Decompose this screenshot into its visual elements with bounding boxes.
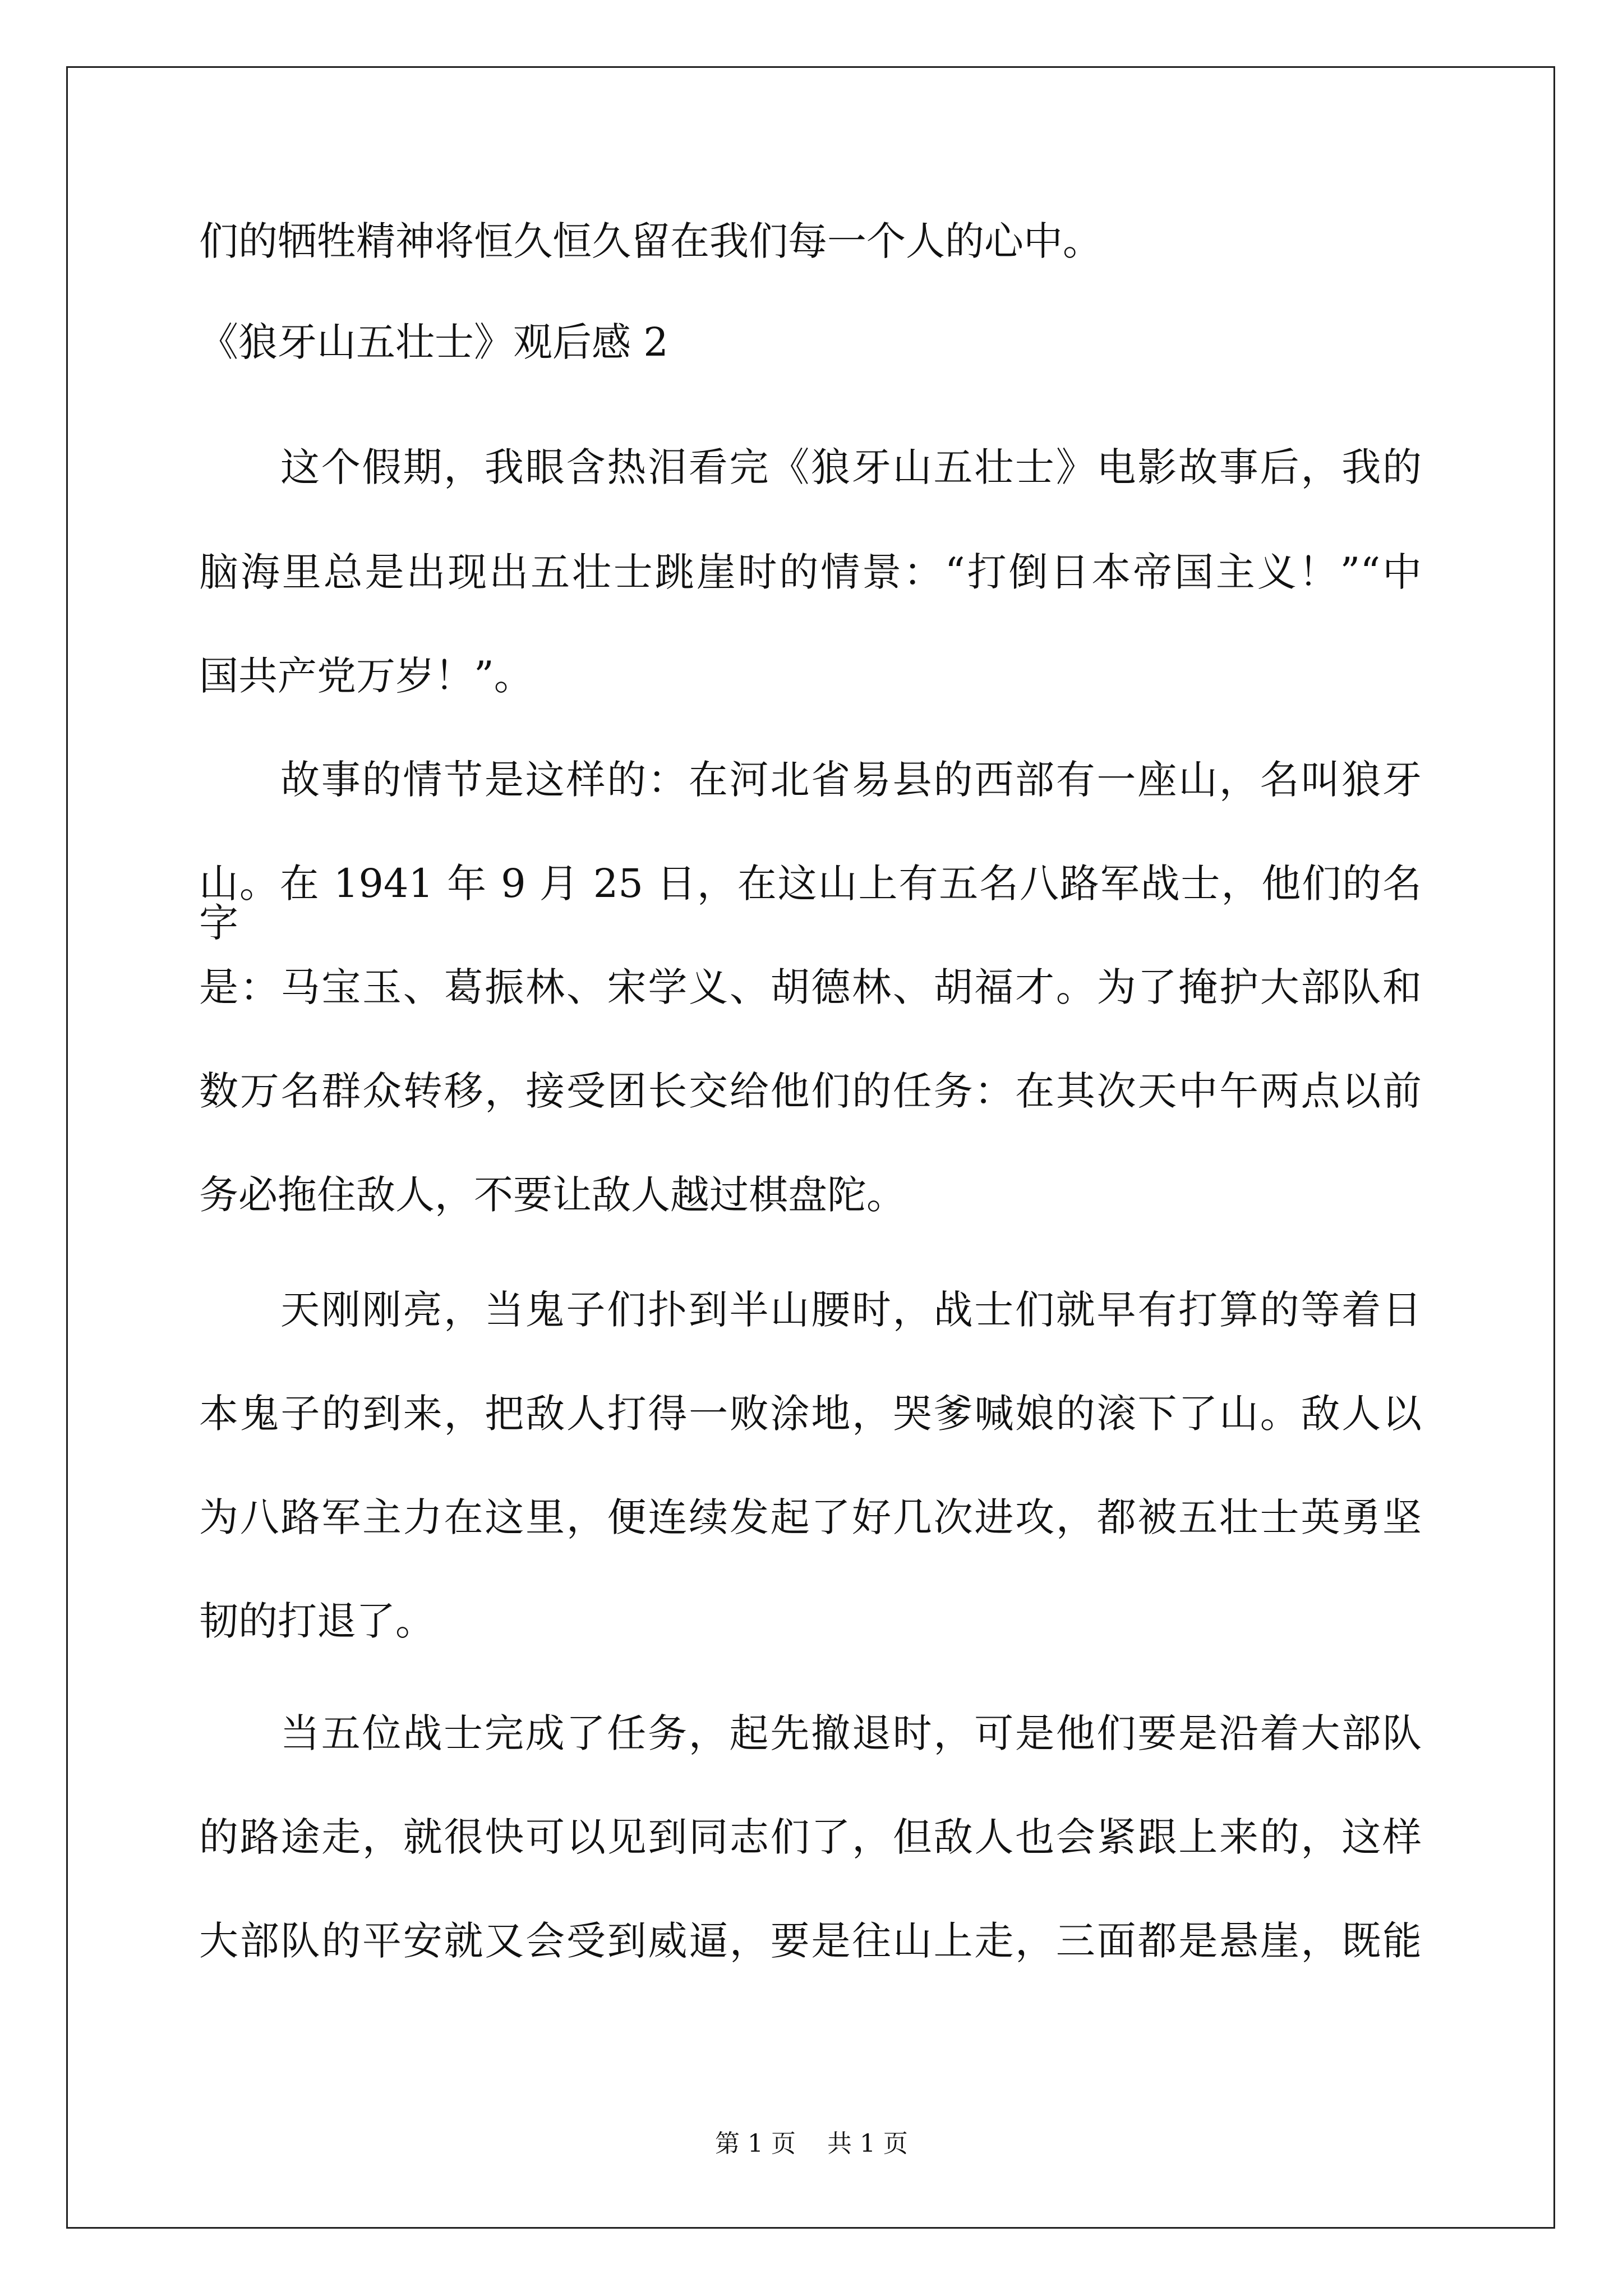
text-line-10: 务必拖住敌人，不要让敌人越过棋盘陀。 (199, 1172, 906, 1218)
text-line-9: 数万名群众转移，接受团长交给他们的任务：在其次天中午两点以前 (199, 1068, 1422, 1114)
text-line-17: 大部队的平安就又会受到威逼，要是往山上走，三面都是悬崖，既能 (199, 1918, 1422, 1964)
text-line-13: 为八路军主力在这里，便连续发起了好几次进攻，都被五壮士英勇坚 (199, 1494, 1422, 1540)
text-line-6: 故事的情节是这样的：在河北省易县的西部有一座山，名叫狼牙 (280, 757, 1422, 803)
text-line-3: 这个假期，我眼含热泪看完《狼牙山五壮士》电影故事后，我的 (280, 444, 1422, 490)
text-line-16: 的路途走，就很快可以见到同志们了，但敌人也会紧跟上来的，这样 (199, 1814, 1422, 1860)
section-heading: 《狼牙山五壮士》观后感 2 (199, 319, 668, 365)
text-line-12: 本鬼子的到来，把敌人打得一败涂地，哭爹喊娘的滚下了山。敌人以 (199, 1391, 1422, 1437)
text-line-11: 天刚刚亮，当鬼子们扑到半山腰时，战士们就早有打算的等着日 (280, 1287, 1422, 1333)
text-line-8: 是：马宝玉、葛振林、宋学义、胡德林、胡福才。为了掩护大部队和 (199, 964, 1422, 1010)
text-line-4: 脑海里总是出现出五壮士跳崖时的情景：“打倒日本帝国主义！”“中 (199, 549, 1422, 595)
text-line-5: 国共产党万岁！”。 (199, 653, 533, 699)
page-footer: 第 1 页 共 1 页 (715, 2129, 908, 2158)
text-line-1: 们的牺牲精神将恒久恒久留在我们每一个人的心中。 (199, 218, 1102, 264)
text-line-14: 韧的打退了。 (199, 1598, 435, 1644)
text-line-15: 当五位战士完成了任务，起先撤退时，可是他们要是沿着大部队 (280, 1710, 1422, 1756)
text-line-7: 山。在 1941 年 9 月 25 日，在这山上有五名八路军战士，他们的名字 (199, 861, 1422, 946)
page-border (66, 66, 1555, 2229)
